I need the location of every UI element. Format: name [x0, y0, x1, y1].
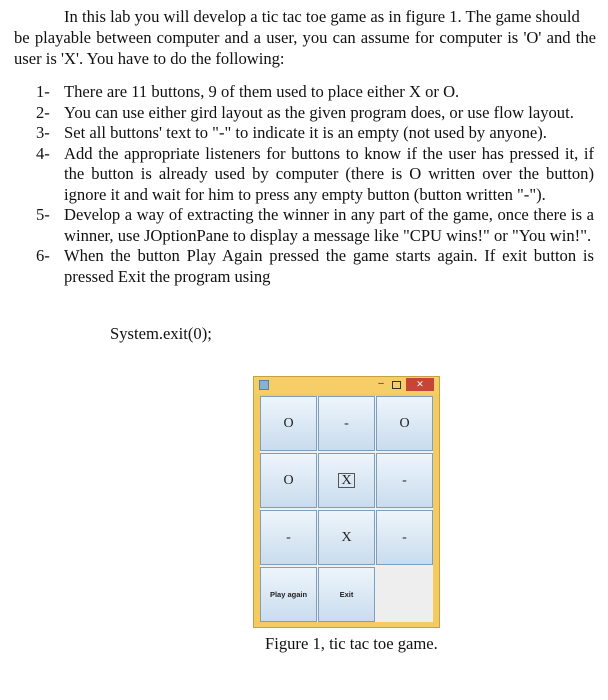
java-app-icon — [259, 380, 269, 390]
minimize-button[interactable]: – — [378, 378, 384, 389]
list-item: 5- Develop a way of extracting the winner in any part of the game, once there is a winner, use JOptionPane to display a message like "CPU wins!" or "You win!". — [36, 205, 594, 245]
window-titlebar[interactable] — [254, 377, 439, 394]
intro-paragraph — [14, 6, 596, 69]
cell-button-1-1[interactable] — [318, 453, 375, 508]
close-button[interactable]: ✕ — [406, 378, 434, 391]
cell-button-1-2[interactable]: - — [376, 453, 433, 508]
intro-rest: be playable between computer and a user, you can assume for computer is 'O' and the user is 'X'. You have to do the following: — [14, 28, 596, 68]
list-item: 2- You can use either gird layout as the given program does, or use flow layout. — [36, 102, 574, 122]
list-item: 6- When the button Play Again pressed the game starts again. If exit button is pressed Exit the program using — [36, 246, 594, 286]
figure-caption: Figure 1, tic tac toe game. — [265, 634, 438, 653]
task-list — [14, 82, 594, 287]
intro-line-1: In this lab you will develop a tic tac toe game as in figure 1. The game should — [64, 7, 580, 26]
cell-button-0-0[interactable]: O — [260, 396, 317, 451]
maximize-button[interactable] — [392, 381, 401, 389]
cell-button-2-2[interactable]: - — [376, 510, 433, 565]
exit-button[interactable]: Exit — [318, 567, 375, 622]
empty-grid-cell — [376, 567, 433, 622]
cell-button-0-1[interactable]: - — [318, 396, 375, 451]
play-again-button[interactable]: Play again — [260, 567, 317, 622]
code-snippet: System.exit(0); — [110, 324, 212, 343]
cell-button-2-0[interactable]: - — [260, 510, 317, 565]
list-item: 4- Add the appropriate listeners for buttons to know if the user has pressed it, if the button is already used by computer (there is O written over the button) ignore it and wait for him to press any empty button (button written "-"). — [36, 143, 594, 204]
list-item: 1- There are 11 buttons, 9 of them used to place either X or O. — [36, 82, 460, 101]
game-window — [253, 376, 440, 628]
list-item: 3- Set all buttons' text to "-" to indicate it is an empty (not used by anyone). — [36, 123, 547, 142]
cell-button-0-2[interactable]: O — [376, 396, 433, 451]
cell-button-2-1[interactable]: X — [318, 510, 375, 565]
cell-label: X — [338, 473, 354, 488]
cell-button-1-0[interactable]: O — [260, 453, 317, 508]
game-board — [260, 396, 433, 622]
